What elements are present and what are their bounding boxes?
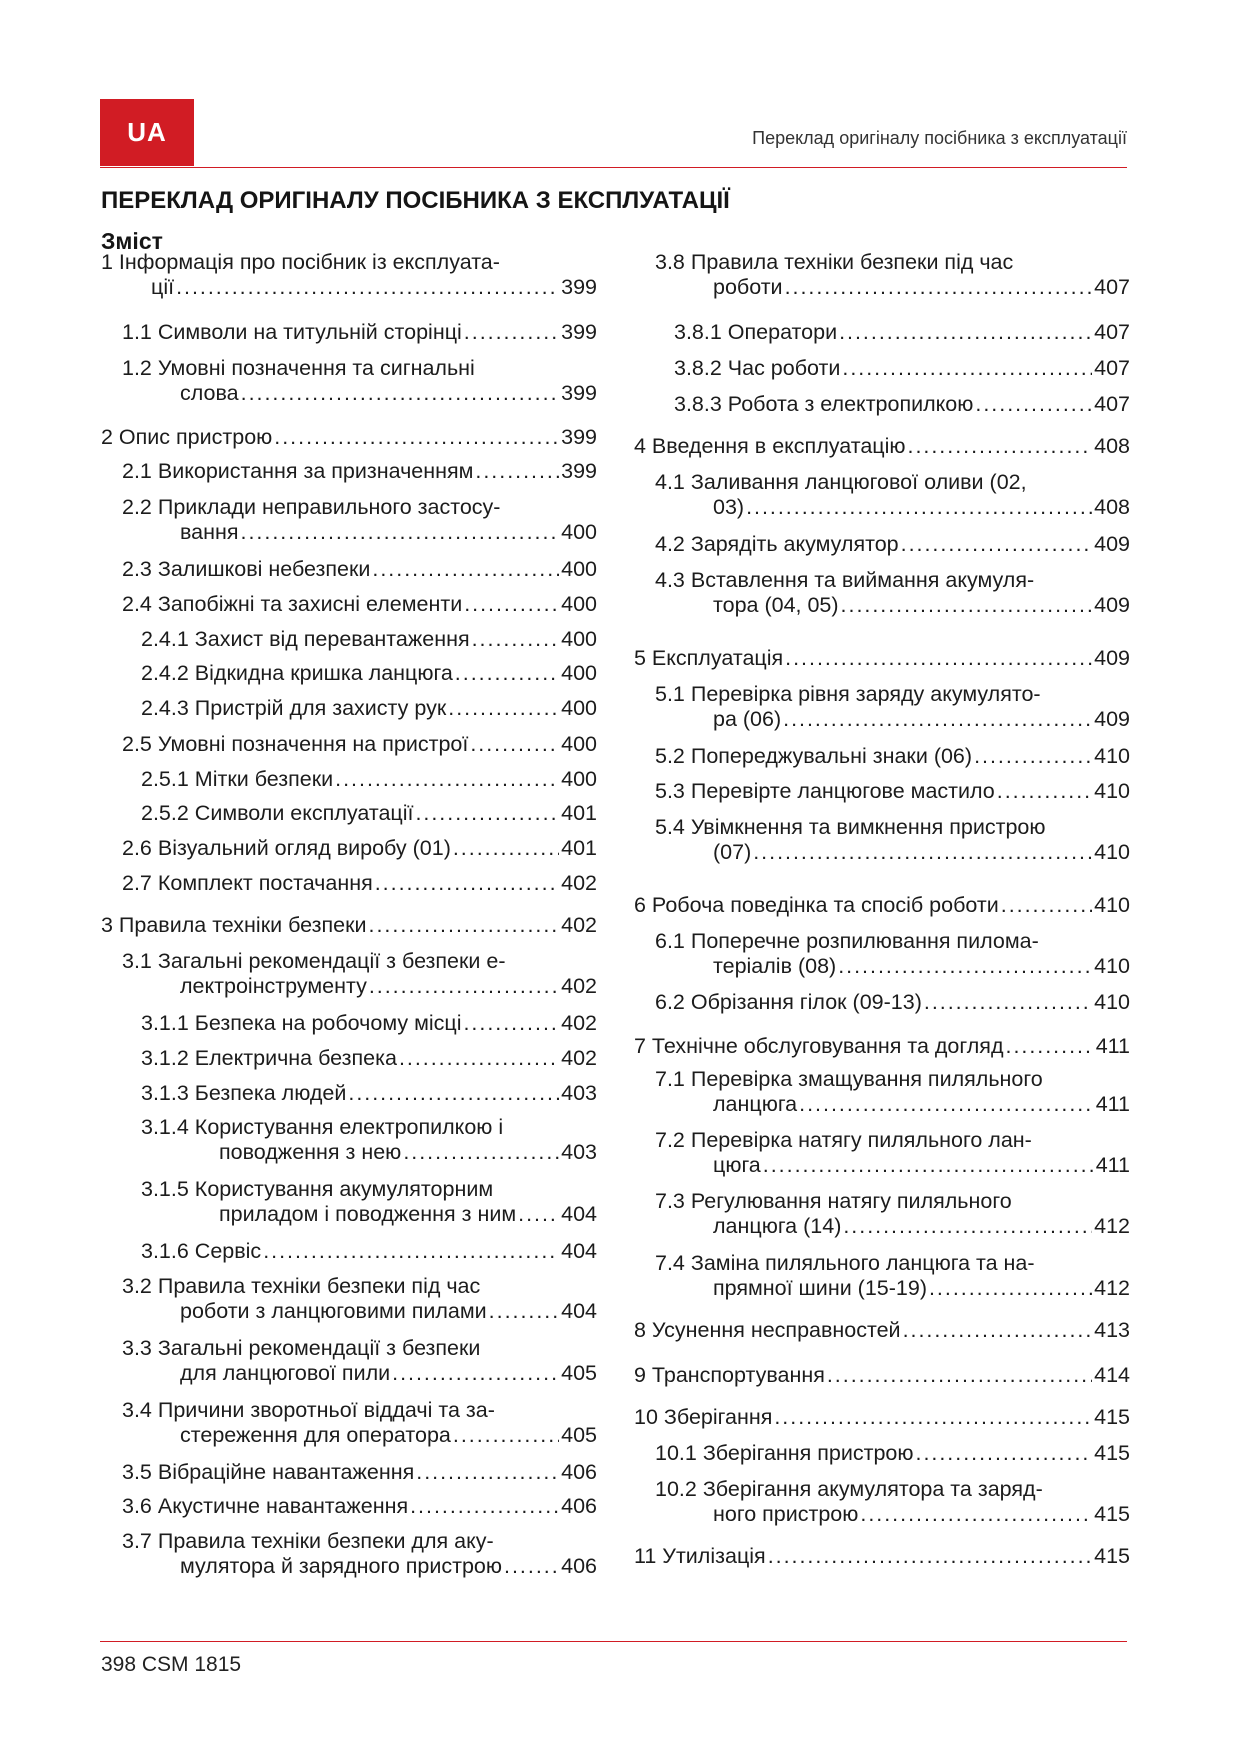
toc-entry[interactable] <box>122 836 597 861</box>
page-footer: 398 CSM 1815 <box>101 1653 242 1676</box>
toc-page-number: 411 <box>1095 1092 1130 1116</box>
toc-entry[interactable] <box>122 495 597 545</box>
toc-entry[interactable] <box>122 320 597 345</box>
toc-entry-title-cont: ного пристрою <box>713 1502 859 1526</box>
toc-entry-title: 4.2 Зарядіть акумулятор <box>655 532 899 556</box>
toc-leader <box>1001 893 1092 918</box>
toc-entry-title-cont: мулятора й зарядного пристрою <box>180 1554 503 1578</box>
toc-entry[interactable] <box>141 1115 597 1165</box>
toc-leader <box>403 1140 559 1165</box>
toc-entry[interactable] <box>122 1529 597 1579</box>
toc-entry[interactable] <box>141 1046 597 1071</box>
toc-leader <box>746 495 1092 520</box>
toc-entry-title: 3.1.3 Безпека людей <box>141 1081 347 1105</box>
toc-entry-title: 5.4 Увімкнення та вимкнення пристрою <box>655 815 1046 839</box>
toc-entry-title-cont: 03) <box>713 495 745 519</box>
toc-leader <box>753 840 1092 865</box>
toc-leader <box>924 990 1092 1015</box>
toc-entry-title-cont: стереження для оператора <box>180 1423 451 1447</box>
toc-entry[interactable] <box>634 1544 1130 1569</box>
toc-entry-title: 5.2 Попереджувальні знаки (06) <box>655 744 973 768</box>
toc-entry[interactable] <box>634 1405 1130 1430</box>
toc-entry-title: 10.1 Зберігання пристрою <box>655 1441 914 1465</box>
toc-entry[interactable] <box>674 356 1130 381</box>
toc-leader <box>518 1202 559 1227</box>
toc-entry[interactable] <box>655 1477 1130 1527</box>
toc-page-number: 413 <box>1094 1318 1130 1342</box>
toc-page-number: 405 <box>561 1361 597 1385</box>
toc-entry-title: 3.1.5 Користування акумуляторним <box>141 1177 494 1201</box>
toc-page-number: 403 <box>561 1081 597 1105</box>
toc-entry[interactable] <box>634 434 1130 459</box>
toc-leader <box>415 801 559 826</box>
toc-entry[interactable] <box>634 1318 1130 1343</box>
toc-entry-title: 2.4.3 Пристрій для захисту рук <box>141 696 447 720</box>
toc-entry-title: 3.5 Вібраційне навантаження <box>122 1460 415 1484</box>
toc-entry[interactable] <box>141 627 597 652</box>
toc-leader <box>399 1046 559 1071</box>
toc-entry-title: 2.6 Візуальний огляд виробу (01) <box>122 836 451 860</box>
toc-entry[interactable] <box>122 1274 597 1324</box>
toc-leader <box>929 1276 1092 1301</box>
toc-entry-title: 2.4.1 Захист від перевантаження <box>141 627 470 651</box>
header-rule <box>100 167 1127 168</box>
toc-entry-title: 3.8.2 Час роботи <box>674 356 841 380</box>
toc-entry-title: 6.1 Поперечне розпилювання пилома- <box>655 929 1039 953</box>
toc-page-number: 400 <box>561 767 597 791</box>
toc-entry[interactable] <box>634 1034 1130 1059</box>
toc-page-number: 412 <box>1094 1276 1130 1300</box>
toc-entry[interactable] <box>122 1398 597 1448</box>
toc-entry-title: 7.1 Перевірка змащування пиляльного <box>655 1067 1043 1091</box>
toc-page-number: 415 <box>1094 1502 1130 1526</box>
toc-page-number: 409 <box>1094 593 1130 617</box>
toc-entry-title: 2.5 Умовні позначення на пристрої <box>122 732 469 756</box>
toc-page-number: 409 <box>1094 532 1130 556</box>
toc-entry-title: 2 Опис пристрою <box>101 425 273 449</box>
toc-entry-title-cont: ра (06) <box>713 707 782 731</box>
toc-entry-title: 9 Транспортування <box>634 1363 825 1387</box>
toc-entry[interactable] <box>101 425 597 450</box>
toc-entry-title-cont: приладом і поводження з ним <box>219 1202 517 1226</box>
toc-page-number: 410 <box>1094 990 1130 1014</box>
toc-entry[interactable] <box>141 1239 597 1264</box>
toc-leader <box>763 1153 1094 1178</box>
toc-leader <box>176 275 559 300</box>
toc-entry[interactable] <box>141 1177 597 1227</box>
toc-entry[interactable] <box>634 1363 1130 1388</box>
toc-page-number: 404 <box>561 1239 597 1263</box>
toc-entry[interactable] <box>655 779 1130 804</box>
toc-entry-title: 2.4.2 Відкидна кришка ланцюга <box>141 661 453 685</box>
footer-rule <box>100 1641 1127 1642</box>
toc-page-number: 408 <box>1094 495 1130 519</box>
toc-leader <box>372 557 559 582</box>
toc-entry[interactable] <box>655 990 1130 1015</box>
toc-entry-title: 3.6 Акустичне навантаження <box>122 1494 409 1518</box>
toc-entry-title: 2.5.2 Символи експлуатації <box>141 801 414 825</box>
toc-entry-title: 1 Інформація про посібник із експлуата- <box>101 250 500 274</box>
toc-page-number: 400 <box>561 732 597 756</box>
toc-page-number: 406 <box>561 1460 597 1484</box>
toc-entry[interactable] <box>122 1336 597 1386</box>
toc-entry-title: 2.5.1 Мітки безпеки <box>141 767 334 791</box>
toc-leader <box>1006 1034 1094 1059</box>
toc-page-number: 410 <box>1094 840 1130 864</box>
toc-entry-title: 7.2 Перевірка натягу пиляльного лан- <box>655 1128 1032 1152</box>
toc-entry-title: 2.1 Використання за призначенням <box>122 459 474 483</box>
toc-leader <box>241 520 560 545</box>
toc-entry-title: 7.3 Регулювання натягу пиляльного <box>655 1189 1012 1213</box>
toc-leader <box>335 767 559 792</box>
toc-entry-title: 8 Усунення несправностей <box>634 1318 901 1342</box>
toc-page-number: 399 <box>561 381 597 405</box>
toc-entry[interactable] <box>122 459 597 484</box>
toc-entry[interactable] <box>122 871 597 896</box>
toc-entry[interactable] <box>101 913 597 938</box>
toc-leader <box>348 1081 559 1106</box>
toc-leader <box>785 646 1092 671</box>
toc-entry-title: 6.2 Обрізання гілок (09-13) <box>655 990 922 1014</box>
toc-leader <box>453 1423 559 1448</box>
toc-leader <box>416 1460 559 1485</box>
toc-leader <box>263 1239 559 1264</box>
toc-entry-title: 6 Робоча поведінка та спосіб роботи <box>634 893 999 917</box>
toc-page-number: 404 <box>561 1202 597 1226</box>
toc-entry[interactable] <box>122 1460 597 1485</box>
toc-page-number: 402 <box>561 974 597 998</box>
toc-page-number: 407 <box>1094 392 1130 416</box>
toc-page-number: 415 <box>1094 1441 1130 1465</box>
toc-entry-title: 3.1.4 Користування електропилкою і <box>141 1115 504 1139</box>
toc-entry[interactable] <box>122 592 597 617</box>
toc-entry-title: 1.1 Символи на титульній сторінці <box>122 320 462 344</box>
toc-entry-title-cont: роботи <box>713 275 783 299</box>
toc-leader <box>464 592 559 617</box>
toc-entry[interactable] <box>655 568 1130 618</box>
toc-entry[interactable] <box>122 732 597 757</box>
toc-entry[interactable] <box>655 1441 1130 1466</box>
toc-leader <box>783 707 1092 732</box>
toc-entry-title: 10 Зберігання <box>634 1405 773 1429</box>
toc-page-number: 400 <box>561 520 597 544</box>
toc-page-number: 401 <box>561 836 597 860</box>
toc-entry-title: 3.1.1 Безпека на робочому місці <box>141 1011 462 1035</box>
toc-page-number: 410 <box>1094 779 1130 803</box>
toc-entry-title: 3.4 Причини зворотньої віддачі та за- <box>122 1398 495 1422</box>
toc-entry-title-cont: поводження з нею <box>219 1140 402 1164</box>
toc-page-number: 399 <box>561 425 597 449</box>
toc-entry-title: 3.3 Загальні рекомендації з безпеки <box>122 1336 481 1360</box>
toc-page-number: 411 <box>1095 1153 1130 1177</box>
toc-page-number: 400 <box>561 592 597 616</box>
toc-entry[interactable] <box>122 949 597 999</box>
toc-leader <box>842 356 1092 381</box>
toc-leader <box>472 627 560 652</box>
toc-entry[interactable] <box>141 696 597 721</box>
toc-entry[interactable] <box>655 1067 1130 1117</box>
toc-leader <box>799 1092 1094 1117</box>
toc-leader <box>908 434 1093 459</box>
toc-entry-title: 7.4 Заміна пиляльного ланцюга та на- <box>655 1251 1035 1275</box>
toc-leader <box>841 593 1093 618</box>
toc-page-number: 406 <box>561 1554 597 1578</box>
toc-entry-title-cont: для ланцюгової пили <box>180 1361 391 1385</box>
toc-page-number: 405 <box>561 1423 597 1447</box>
toc-page-number: 415 <box>1094 1544 1130 1568</box>
toc-page-number: 402 <box>561 1046 597 1070</box>
toc-entry[interactable] <box>122 356 597 406</box>
toc-entry-title: 3.1.6 Сервіс <box>141 1239 262 1263</box>
toc-entry-title: 3 Правила техніки безпеки <box>101 913 367 937</box>
toc-page-number: 402 <box>561 913 597 937</box>
toc-page-number: 408 <box>1094 434 1130 458</box>
toc-entry[interactable] <box>655 532 1130 557</box>
toc-page-number: 409 <box>1094 707 1130 731</box>
toc-leader <box>901 532 1092 557</box>
toc-page-number: 400 <box>561 661 597 685</box>
toc-leader <box>392 1361 559 1386</box>
toc-entry-title-cont: ланцюга (14) <box>713 1214 842 1238</box>
toc-page-number: 402 <box>561 871 597 895</box>
toc-entry-title: 10.2 Зберігання акумулятора та заряд- <box>655 1477 1043 1501</box>
toc-leader <box>453 836 559 861</box>
running-head: Переклад оригіналу посібника з експлуатації <box>752 128 1127 148</box>
toc-entry[interactable] <box>141 661 597 686</box>
toc-entry-title: 3.8.3 Робота з електропилкою <box>674 392 974 416</box>
toc-leader <box>997 779 1092 804</box>
toc-entry-title: 2.3 Залишкові небезпеки <box>122 557 371 581</box>
language-tab: UA <box>100 99 194 166</box>
toc-entry-title-cont: теріалів (08) <box>713 954 837 978</box>
toc-entry-title: 4 Введення в експлуатацію <box>634 434 906 458</box>
toc-page-number: 409 <box>1094 646 1130 670</box>
toc-leader <box>241 381 559 406</box>
toc-entry-title: 5.3 Перевірте ланцюгове мастило <box>655 779 995 803</box>
toc-leader <box>369 913 560 938</box>
toc-entry-title: 11 Утилізація <box>634 1544 766 1568</box>
toc-entry-title: 3.1.2 Електрична безпека <box>141 1046 397 1070</box>
toc-page-number: 404 <box>561 1299 597 1323</box>
toc-page-number: 415 <box>1094 1405 1130 1429</box>
toc-entry[interactable] <box>141 767 597 792</box>
toc-page-number: 407 <box>1094 356 1130 380</box>
toc-entry-title-cont: роботи з ланцюговими пилами <box>180 1299 487 1323</box>
toc-leader <box>768 1544 1092 1569</box>
toc-leader <box>843 1214 1092 1239</box>
toc-entry[interactable] <box>141 1081 597 1106</box>
toc-leader <box>464 320 559 345</box>
toc-entry[interactable] <box>101 250 597 300</box>
toc-leader <box>839 320 1092 345</box>
toc-entry-title-cont: вання <box>180 520 239 544</box>
toc-entry-title: 2.2 Приклади неправильного застосу- <box>122 495 501 519</box>
toc-entry[interactable] <box>655 1128 1130 1178</box>
toc-leader <box>475 459 559 484</box>
toc-entry[interactable] <box>655 682 1130 732</box>
toc-entry[interactable] <box>122 1494 597 1519</box>
toc-entry-title-cont: тора (04, 05) <box>713 593 839 617</box>
toc-page-number: 410 <box>1094 893 1130 917</box>
toc-page-number: 406 <box>561 1494 597 1518</box>
toc-leader <box>916 1441 1093 1466</box>
toc-entry[interactable] <box>634 646 1130 671</box>
toc-entry[interactable] <box>655 815 1130 865</box>
toc-page-number: 401 <box>561 801 597 825</box>
toc-page-number: 410 <box>1094 744 1130 768</box>
toc-entry-title: 3.2 Правила техніки безпеки під час <box>122 1274 481 1298</box>
toc-entry[interactable] <box>655 1189 1130 1239</box>
toc-leader <box>975 392 1092 417</box>
toc-page-number: 412 <box>1094 1214 1130 1238</box>
toc-entry-title: 5.1 Перевірка рівня заряду акумулято- <box>655 682 1041 706</box>
toc-entry-title: 3.8 Правила техніки безпеки під час <box>655 250 1014 274</box>
toc-page-number: 399 <box>561 459 597 483</box>
toc-entry-title-cont: цюга <box>713 1153 761 1177</box>
toc-entry-title: 5 Експлуатація <box>634 646 784 670</box>
toc-entry-title-cont: ланцюга <box>713 1092 798 1116</box>
toc-page-number: 411 <box>1095 1034 1130 1058</box>
toc-page-number: 399 <box>561 320 597 344</box>
toc-entry-title-cont: прямної шини (15-19) <box>713 1276 927 1300</box>
toc-entry[interactable] <box>655 929 1130 979</box>
toc-leader <box>410 1494 559 1519</box>
toc-entry[interactable] <box>674 320 1130 345</box>
toc-leader <box>785 275 1093 300</box>
toc-page-number: 400 <box>561 696 597 720</box>
toc-entry[interactable] <box>141 801 597 826</box>
toc-page-number: 410 <box>1094 954 1130 978</box>
toc-entry-title-cont: (07) <box>713 840 752 864</box>
toc-leader <box>274 425 559 450</box>
toc-entry[interactable] <box>655 470 1130 520</box>
toc-leader <box>489 1299 559 1324</box>
toc-entry-title-cont: слова <box>180 381 239 405</box>
toc-leader <box>470 732 559 757</box>
toc-entry-title: 3.1 Загальні рекомендації з безпеки е- <box>122 949 506 973</box>
toc-page-number: 399 <box>561 275 597 299</box>
document-title: ПЕРЕКЛАД ОРИГІНАЛУ ПОСІБНИКА З ЕКСПЛУАТАЦІЇ <box>101 187 730 214</box>
toc-entry-title-cont: ції <box>151 275 175 299</box>
toc-page-number: 400 <box>561 627 597 651</box>
toc-page-number: 400 <box>561 557 597 581</box>
toc-leader <box>974 744 1092 769</box>
toc-page-number: 402 <box>561 1011 597 1035</box>
toc-page-number: 414 <box>1094 1363 1130 1387</box>
toc-entry-title: 4.1 Заливання ланцюгової оливи (02, <box>655 470 1027 494</box>
toc-entry-title: 3.8.1 Оператори <box>674 320 838 344</box>
toc-leader <box>369 974 559 999</box>
toc-page-number: 407 <box>1094 275 1130 299</box>
toc-leader <box>504 1554 559 1579</box>
toc-leader <box>827 1363 1092 1388</box>
toc-entry[interactable] <box>674 392 1130 417</box>
toc-page-number: 403 <box>561 1140 597 1164</box>
toc-entry[interactable] <box>655 1251 1130 1301</box>
toc-leader <box>903 1318 1093 1343</box>
toc-entry[interactable] <box>122 557 597 582</box>
toc-page-number: 407 <box>1094 320 1130 344</box>
toc-leader <box>375 871 559 896</box>
toc-entry-title: 1.2 Умовні позначення та сигнальні <box>122 356 475 380</box>
toc-leader <box>860 1502 1092 1527</box>
toc-entry-title: 2.7 Комплект постачання <box>122 871 373 895</box>
toc-entry-title: 2.4 Запобіжні та захисні елементи <box>122 592 463 616</box>
toc-entry[interactable] <box>634 893 1130 918</box>
toc-entry[interactable] <box>655 250 1130 300</box>
toc-entry[interactable] <box>141 1011 597 1036</box>
toc-entry-title-cont: лектроінструменту <box>180 974 367 998</box>
toc-leader <box>774 1405 1092 1430</box>
toc-heading: Зміст <box>101 228 163 254</box>
toc-leader <box>463 1011 559 1036</box>
toc-entry-title: 4.3 Вставлення та виймання акумуля- <box>655 568 1035 592</box>
toc-leader <box>455 661 559 686</box>
toc-entry-title: 7 Технічне обслуговування та догляд <box>634 1034 1004 1058</box>
toc-leader <box>838 954 1092 979</box>
toc-entry[interactable] <box>655 744 1130 769</box>
toc-entry-title: 3.7 Правила техніки безпеки для аку- <box>122 1529 494 1553</box>
toc-leader <box>448 696 559 721</box>
